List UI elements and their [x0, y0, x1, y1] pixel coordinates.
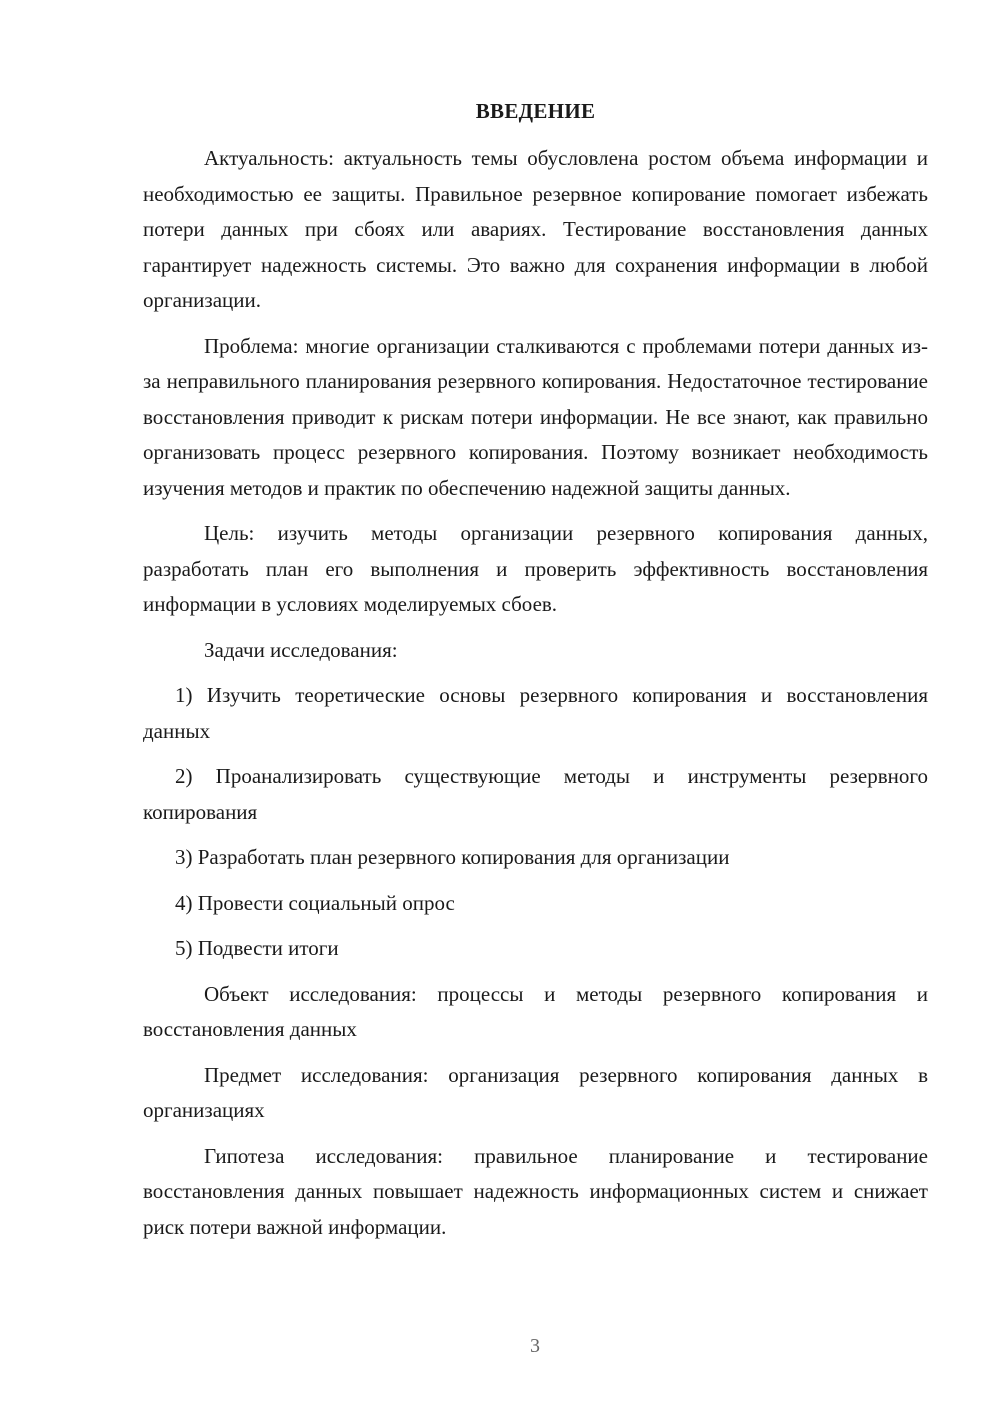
section-title: ВВЕДЕНИЕ: [475, 99, 596, 123]
page-number: 3: [530, 1335, 540, 1357]
tasks-list: [143, 678, 928, 967]
list-item: 5) Подвести итоги: [175, 936, 339, 960]
tasks-heading: Задачи исследования:: [204, 637, 398, 662]
paragraph-object: Объект исследования: процессы и методы резервного копирования и восстановления данных: [143, 981, 928, 1041]
paragraph-hypothesis: Гипотеза исследования: правильное планирование и тестирование восстановления данных повышает надежность информационных систем и снижает риск потери важной информации.: [143, 1143, 928, 1239]
paragraph-relevance: Актуальность: актуальность темы обусловлена ростом объема информации и необходимостью ее защиты. Правильное резервное копирование помогает избежать потери данных при сбоях или авариях. Тестирование восстановления данных гарантирует надежность системы. Это важно для сохранения информации в любой организации.: [143, 146, 928, 312]
paragraph-subject: Предмет исследования: организация резервного копирования данных в организациях: [143, 1062, 928, 1122]
paragraph-goal: Цель: изучить методы организации резервного копирования данных, разработать план его выполнения и проверить эффективность восстановления информации в условиях моделируемых сбоев.: [143, 521, 928, 616]
list-item: 1) Изучить теоретические основы резервного копирования и восстановления данных: [143, 683, 928, 743]
list-item: 2) Проанализировать существующие методы и инструменты резервного копирования: [143, 764, 928, 824]
paragraph-problem: Проблема: многие организации сталкиваются с проблемами потери данных из-за неправильного планирования резервного копирования. Недостаточное тестирование восстановления приводит к рискам потери информации. Не все знают, как правильно организовать процесс резервного копирования. Поэтому возникает необходимость изучения методов и практик по обеспечению надежной защиты данных.: [143, 333, 928, 500]
document-page: [143, 95, 928, 1255]
list-item: 4) Провести социальный опрос: [175, 890, 455, 915]
list-item: 3) Разработать план резервного копирования для организации: [175, 845, 730, 869]
